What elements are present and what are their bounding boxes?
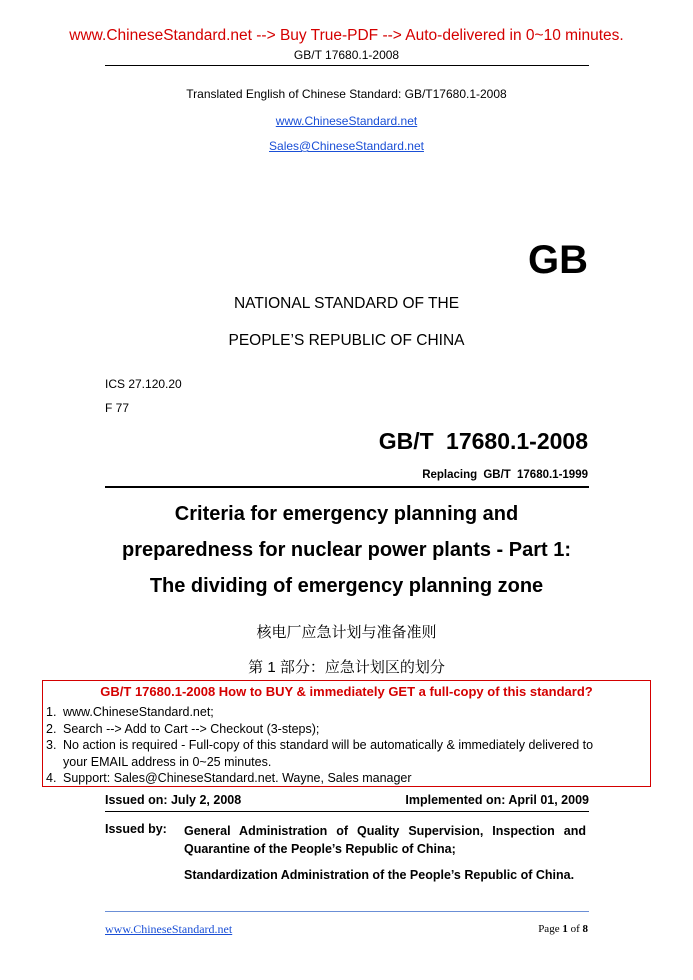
title-line-1: Criteria for emergency planning and (174, 503, 519, 525)
dates-row (105, 793, 589, 807)
chinese-title-line-2: 第 1 部分：应急计划区的划分 (248, 659, 445, 676)
email-link[interactable]: Sales@ChineseStandard.net (269, 139, 424, 153)
website-link[interactable]: www.ChineseStandard.net (275, 114, 418, 128)
issuing-organization-1: General Administration of Quality Supervision, Inspection and Quarantine of the People’s Republic of China; (184, 824, 586, 856)
issued-on-date: Issued on: July 2, 2008 (105, 793, 242, 807)
footer-divider (105, 911, 589, 912)
issuing-organization-2: Standardization Administration of the People’s Republic of China. (184, 868, 575, 882)
dates-divider (105, 811, 589, 812)
issued-by-label: Issued by: (105, 822, 167, 836)
chinese-title-line-1: 核电厂应急计划与准备准则 (256, 624, 437, 641)
purchase-step: 3. No action is required - Full-copy of this standard will be automatically & immediately delivered to (46, 738, 594, 752)
purchase-step: 1. www.ChineseStandard.net; (46, 705, 214, 719)
national-standard-line-1: NATIONAL STANDARD OF THE (233, 295, 460, 312)
purchase-step-continued: your EMAIL address in 0~25 minutes. (63, 754, 272, 769)
purchase-heading: GB/T 17680.1-2008 How to BUY & immediately GET a full-copy of this standard? (100, 684, 593, 699)
page-number: Page 1 of 8 (538, 923, 588, 935)
purchase-info-box (42, 680, 651, 787)
title-divider (105, 486, 589, 488)
purchase-steps (46, 704, 593, 787)
title-line-2: preparedness for nuclear power plants - Part 1: (121, 539, 571, 561)
national-standard-line-2: PEOPLE’S REPUBLIC OF CHINA (228, 332, 465, 349)
header-standard-number: GB/T 17680.1-2008 (293, 48, 400, 62)
header-divider (105, 65, 589, 66)
replacing-standard: Replacing GB/T 17680.1-1999 (422, 469, 588, 481)
purchase-step: 4. Support: Sales@ChineseStandard.net. Wayne, Sales manager (46, 771, 412, 785)
translated-line: Translated English of Chinese Standard: GB/T17680.1-2008 (186, 87, 507, 101)
gb-mark: GB (528, 238, 588, 282)
ics-code: ICS 27.120.20 (105, 377, 182, 391)
standard-code: GB/T 17680.1-2008 (378, 428, 588, 454)
footer-website-link[interactable]: www.ChineseStandard.net (105, 922, 233, 936)
title-line-3: The dividing of emergency planning zone (149, 575, 544, 597)
purchase-step: 2. Search --> Add to Cart --> Checkout (3-steps); (46, 721, 320, 736)
implemented-on-date: Implemented on: April 01, 2009 (405, 793, 589, 807)
classification-code: F 77 (105, 401, 130, 415)
promo-banner[interactable]: www.ChineseStandard.net --> Buy True-PDF --> Auto-delivered in 0~10 minutes. (69, 27, 624, 44)
